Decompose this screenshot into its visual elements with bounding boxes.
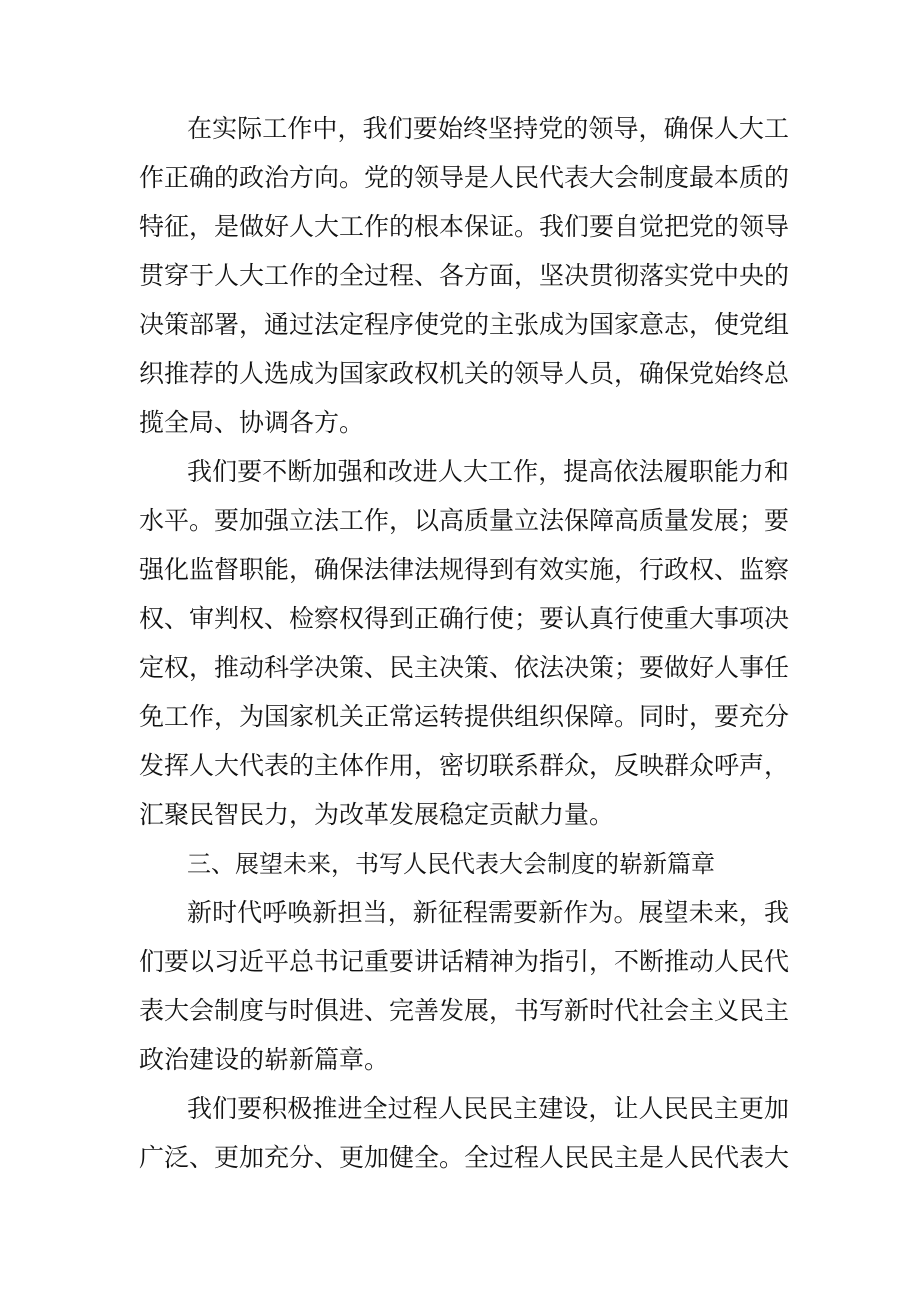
paragraph-line: 们要以习近平总书记重要讲话精神为指引，不断推动人民代 bbox=[139, 947, 790, 976]
paragraph-line: 织推荐的人选成为国家政权机关的领导人员，确保党始终总 bbox=[139, 359, 790, 388]
section-heading: 三、展望未来，书写人民代表大会制度的崭新篇章 bbox=[187, 850, 715, 878]
paragraph-line: 我们要不断加强和改进人大工作，提高依法履职能力和 bbox=[187, 457, 789, 486]
paragraph-line: 作正确的政治方向。党的领导是人民代表大会制度最本质的 bbox=[139, 163, 790, 192]
paragraph-line: 政治建设的崭新篇章。 bbox=[139, 1045, 390, 1074]
paragraph-line: 免工作，为国家机关正常运转提供组织保障。同时，要充分 bbox=[139, 702, 790, 731]
paragraph-line: 广泛、更加充分、更加健全。全过程人民民主是人民代表大 bbox=[139, 1143, 790, 1172]
paragraph-line: 特征，是做好人大工作的根本保证。我们要自觉把党的领导 bbox=[139, 212, 790, 241]
paragraph-line: 汇聚民智民力，为改革发展稳定贡献力量。 bbox=[139, 800, 615, 829]
paragraph-line: 强化监督职能，确保法律法规得到有效实施，行政权、监察 bbox=[139, 555, 790, 584]
paragraph-line: 表大会制度与时俱进、完善发展，书写新时代社会主义民主 bbox=[139, 996, 790, 1025]
paragraph-line: 决策部署，通过法定程序使党的主张成为国家意志，使党组 bbox=[139, 310, 790, 339]
paragraph-line: 我们要积极推进全过程人民民主建设，让人民民主更加 bbox=[187, 1094, 789, 1123]
paragraph-line: 揽全局、协调各方。 bbox=[139, 408, 365, 437]
paragraph-line: 在实际工作中，我们要始终坚持党的领导，确保人大工 bbox=[187, 114, 789, 143]
paragraph-line: 权、审判权、检察权得到正确行使；要认真行使重大事项决 bbox=[139, 604, 790, 633]
paragraph-line: 水平。要加强立法工作，以高质量立法保障高质量发展；要 bbox=[139, 506, 790, 535]
paragraph-line: 贯穿于人大工作的全过程、各方面，坚决贯彻落实党中央的 bbox=[139, 261, 790, 290]
paragraph-line: 发挥人大代表的主体作用，密切联系群众，反映群众呼声， bbox=[139, 751, 790, 780]
paragraph-line: 新时代呼唤新担当，新征程需要新作为。展望未来，我 bbox=[187, 898, 789, 927]
paragraph-line: 定权，推动科学决策、民主决策、依法决策；要做好人事任 bbox=[139, 653, 790, 682]
